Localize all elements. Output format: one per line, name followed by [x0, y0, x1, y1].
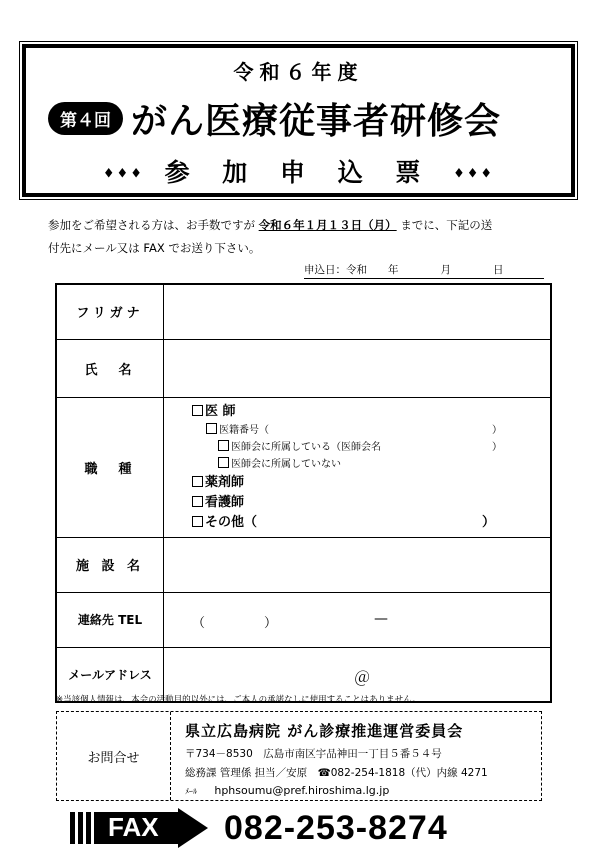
job-pharmacist[interactable] — [192, 473, 550, 493]
fax-label: FAX — [108, 812, 159, 842]
title-sub-text: 参 加 申 込 票 — [164, 158, 433, 187]
intro-line1-b: までに、下記の送 — [400, 218, 493, 232]
checkbox-nurse[interactable] — [192, 496, 203, 507]
title-sub — [26, 153, 571, 189]
assoc-yes-label: 医師会に所属している（医師会名 — [231, 441, 381, 453]
job-doctor[interactable] — [192, 402, 550, 422]
pharmacist-label: 薬剤師 — [205, 474, 245, 490]
other-label: その他（ — [205, 514, 258, 530]
contact-mail-label: ﾒｰﾙ — [185, 787, 197, 796]
furigana-input[interactable] — [164, 284, 552, 339]
checkbox-pharmacist[interactable] — [192, 476, 203, 487]
checkbox-assoc-no[interactable] — [218, 457, 229, 468]
tel-dash: — — [374, 610, 388, 627]
name-label: 氏 名 — [56, 339, 164, 397]
job-assoc-no[interactable] — [192, 456, 550, 473]
intro-line2: 付先にメール又は FAX でお送り下さい。 — [48, 241, 261, 255]
privacy-note: ※当該個人情報は、本会の活動目的以外には、ご本人の承諾なしに使用することはありません。 — [56, 695, 421, 705]
nurse-label: 看護師 — [205, 494, 245, 510]
tel-input[interactable] — [164, 592, 552, 647]
fax-row — [70, 806, 448, 850]
license-close-paren: ） — [492, 424, 502, 436]
page-title: がん医療従事者研修会 — [131, 100, 502, 142]
title-year: 令和６年度 — [233, 60, 364, 84]
application-form — [55, 283, 552, 703]
session-badge: 第４回 — [48, 102, 123, 135]
tel-label: 連絡先 TEL — [56, 592, 164, 647]
assoc-yes-close-paren: ） — [492, 441, 502, 453]
fax-number: 082-253-8274 — [224, 808, 448, 847]
facility-label: 施 設 名 — [56, 537, 164, 592]
contact-mail-row — [185, 784, 389, 797]
title-main-row — [48, 90, 501, 146]
job-label: 職 種 — [56, 397, 164, 537]
mail-label: メールアドレス — [56, 647, 164, 702]
furigana-label: フリガナ — [56, 284, 164, 339]
contact-mail[interactable]: hphsoumu@pref.hiroshima.lg.jp — [214, 784, 390, 797]
contact-label: お問合せ — [87, 750, 140, 766]
diamond-marks-left: ♦♦♦ — [102, 166, 144, 182]
contact-address: 〒734－8530 広島市南区宇品神田一丁目５番５４号 — [185, 748, 442, 760]
job-nurse[interactable] — [192, 493, 550, 513]
diamond-marks-right: ♦♦♦ — [453, 166, 495, 182]
job-license[interactable] — [192, 422, 550, 439]
mail-at-sign: ＠ — [354, 667, 371, 687]
checkbox-other[interactable] — [192, 516, 203, 527]
job-assoc-yes[interactable] — [192, 439, 550, 456]
job-other[interactable] — [192, 513, 550, 533]
tel-open-paren: （ — [192, 615, 206, 631]
checkbox-license[interactable] — [206, 423, 217, 434]
intro-line1-a: 参加をご希望される方は、お手数ですが — [48, 218, 255, 232]
name-input[interactable] — [164, 339, 552, 397]
job-doctor-label: 医 師 — [205, 403, 236, 419]
deadline-date: 令和６年１月１３日（月） — [258, 218, 397, 232]
checkbox-doctor[interactable] — [192, 405, 203, 416]
contact-dept: 総務課 管理係 担当／安原 ☎082-254-1818（代）内線 4271 — [185, 767, 488, 779]
tel-close-paren: ） — [264, 615, 278, 631]
contact-org: 県立広島病院 がん診療推進運営委員会 — [185, 722, 464, 740]
checkbox-assoc-yes[interactable] — [218, 440, 229, 451]
other-close-paren: ） — [482, 514, 496, 530]
intro-text — [48, 214, 568, 260]
license-label: 医籍番号（ — [219, 424, 269, 436]
facility-input[interactable] — [164, 537, 552, 592]
title-box — [22, 44, 575, 197]
apply-date-field[interactable]: 申込日：令和 年 月 日 — [304, 262, 544, 279]
contact-divider — [170, 712, 171, 800]
assoc-no-label: 医師会に所属していない — [231, 458, 341, 470]
contact-box — [56, 711, 542, 801]
job-options — [164, 397, 552, 537]
fax-arrow-icon — [70, 808, 210, 848]
